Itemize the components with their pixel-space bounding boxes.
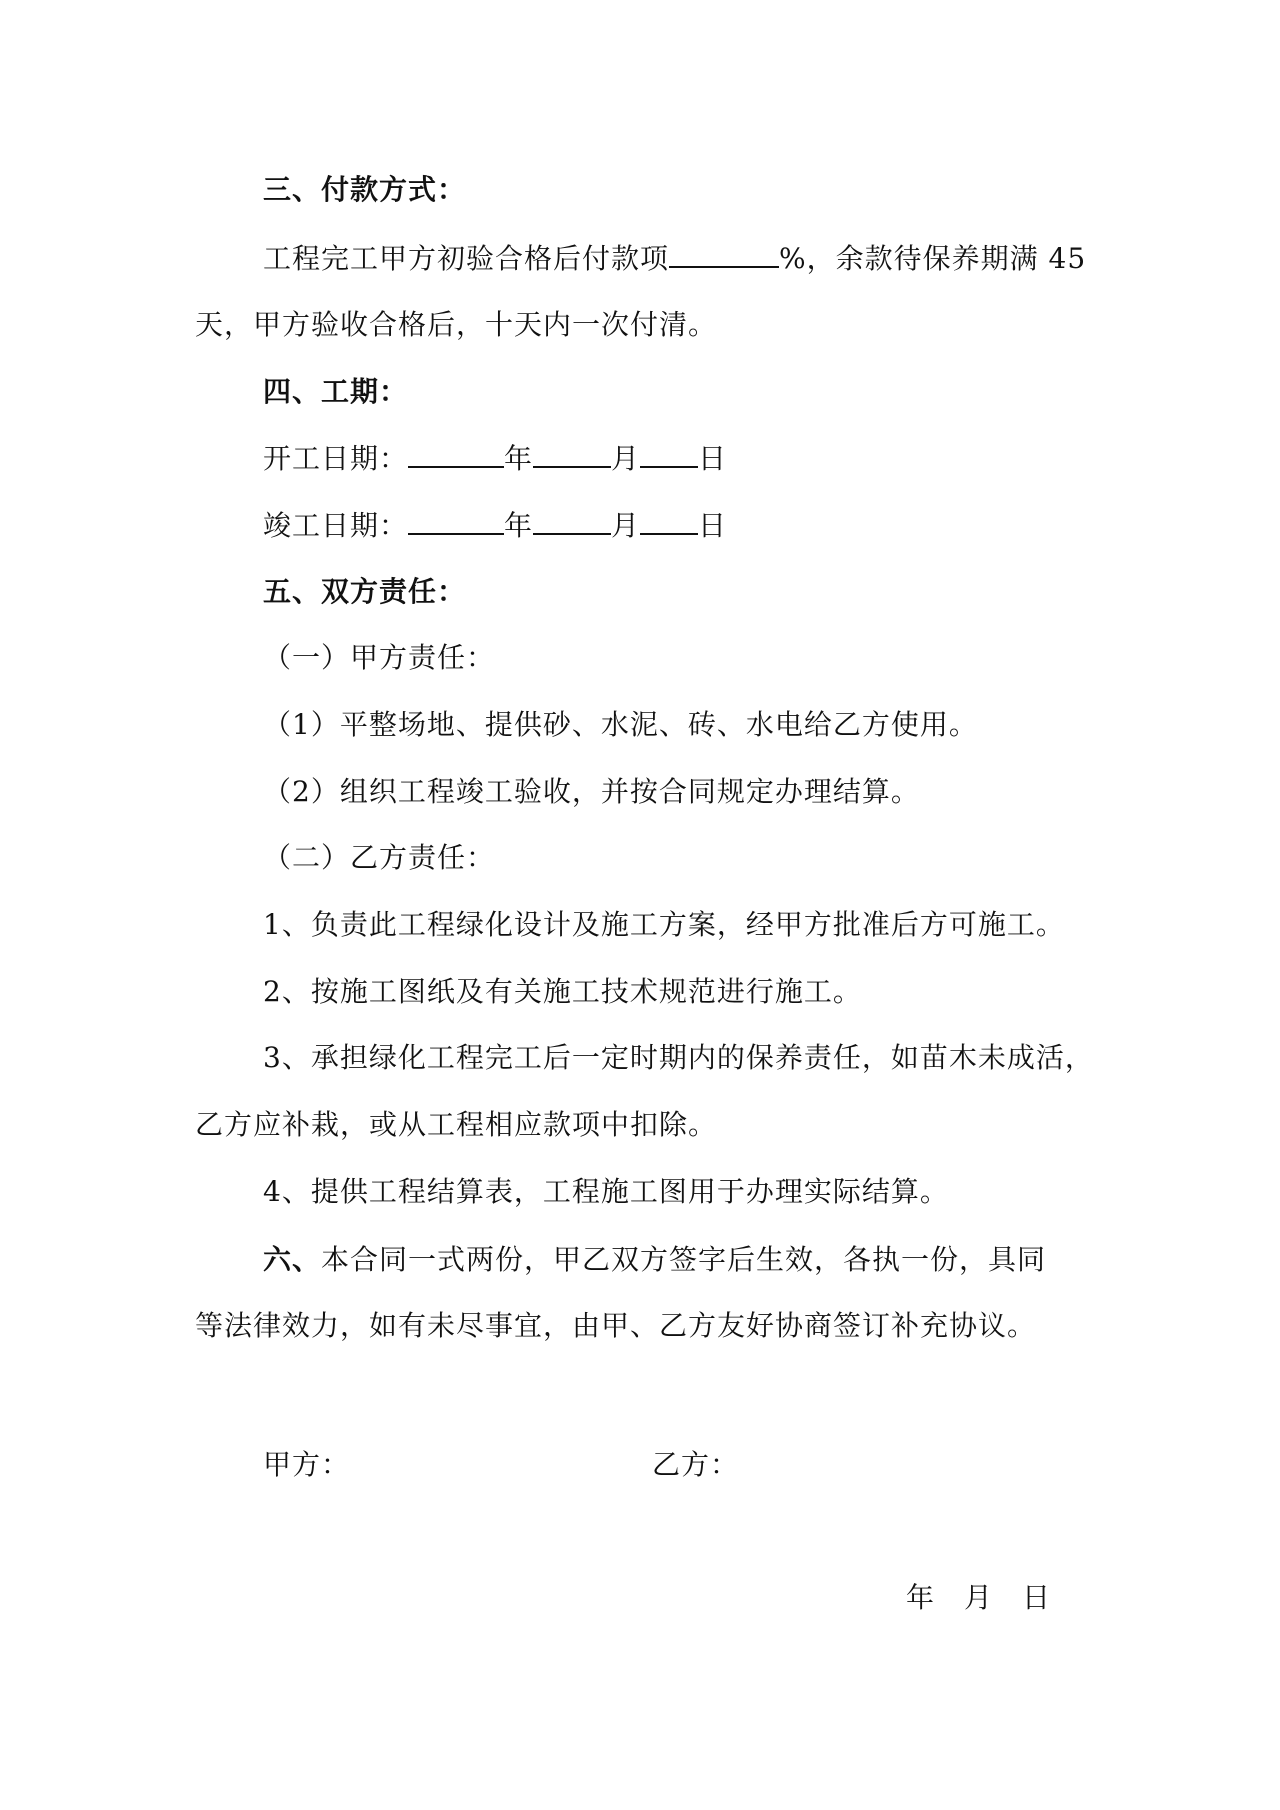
party-b-signature-label: 乙方： [652, 1448, 740, 1481]
start-year-blank [408, 438, 504, 468]
section-4-heading: 四、工期： [263, 375, 409, 408]
section-3-heading: 三、付款方式： [263, 173, 467, 206]
payment-text-b: %，余款待保养期满 45 [779, 242, 1087, 275]
start-date-label: 开工日期： [263, 442, 409, 475]
section-6-line2: 等法律效力，如有未尽事宜，由甲、乙方友好协商签订补充协议。 [195, 1309, 1037, 1342]
section-5-heading: 五、双方责任： [263, 575, 467, 608]
end-month-blank [533, 505, 611, 535]
signature-date: 年 月 日 [906, 1581, 1052, 1614]
start-day-blank [640, 438, 698, 468]
party-b-item-3-line2: 乙方应补栽，或从工程相应款项中扣除。 [195, 1108, 718, 1141]
section-6-heading: 六、 [263, 1243, 322, 1276]
end-day-unit: 日 [698, 509, 728, 542]
party-a-item-2: （2）组织工程竣工验收，并按合同规定办理结算。 [263, 775, 920, 808]
party-a-heading: （一）甲方责任： [263, 641, 496, 674]
party-b-item-1: 1、负责此工程绿化设计及施工方案，经甲方批准后方可施工。 [263, 908, 1065, 941]
end-year-blank [408, 505, 504, 535]
section-6-text-line1: 本合同一式两份，甲乙双方签字后生效，各执一份，具同 [321, 1243, 1047, 1276]
start-day-unit: 日 [698, 442, 728, 475]
start-month-blank [533, 438, 611, 468]
party-a-item-1: （1）平整场地、提供砂、水泥、砖、水电给乙方使用。 [263, 708, 978, 741]
section-6-line1 [263, 1240, 1046, 1280]
end-date-line [263, 505, 727, 546]
party-b-heading: （二）乙方责任： [263, 841, 496, 874]
party-a-signature-label: 甲方： [263, 1448, 351, 1481]
end-date-label: 竣工日期： [263, 509, 409, 542]
party-b-item-4: 4、提供工程结算表，工程施工图用于办理实际结算。 [263, 1175, 949, 1208]
end-year-unit: 年 [504, 509, 534, 542]
end-month-unit: 月 [611, 509, 641, 542]
payment-text-a: 工程完工甲方初验合格后付款项 [263, 242, 670, 275]
section-3-paragraph-line2: 天，甲方验收合格后，十天内一次付清。 [195, 308, 718, 341]
party-b-item-2: 2、按施工图纸及有关施工技术规范进行施工。 [263, 975, 862, 1008]
start-year-unit: 年 [504, 442, 534, 475]
payment-percent-blank [669, 238, 779, 268]
end-day-blank [640, 505, 698, 535]
start-month-unit: 月 [611, 442, 641, 475]
section-3-paragraph-line1 [263, 238, 1086, 279]
start-date-line [263, 438, 727, 479]
party-b-item-3-line1: 3、承担绿化工程完工后一定时期内的保养责任，如苗木未成活， [263, 1041, 1094, 1074]
